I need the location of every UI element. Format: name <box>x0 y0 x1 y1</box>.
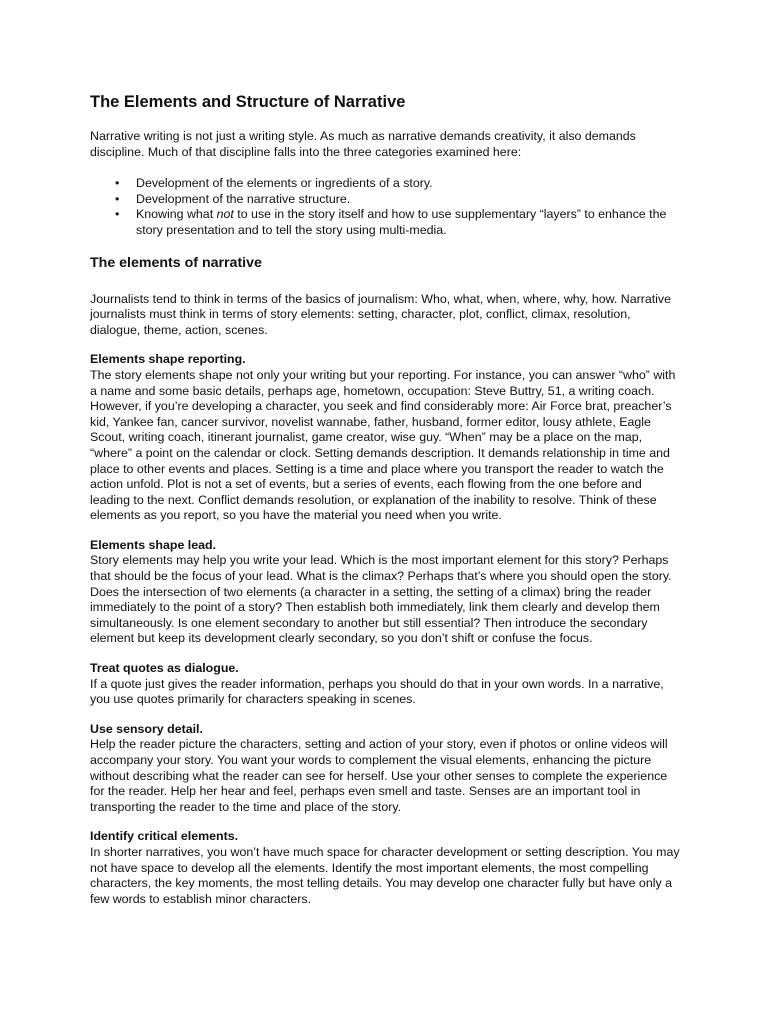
document-page <box>90 92 680 921</box>
list-item <box>90 192 680 208</box>
document-title: The Elements and Structure of Narrative <box>90 93 406 111</box>
bullet-icon: • <box>115 176 120 191</box>
list-item-text-pre: Knowing what <box>136 207 217 222</box>
content-block <box>90 661 680 708</box>
list-item-emphasis: not <box>216 207 234 222</box>
content-block <box>90 722 680 816</box>
content-block <box>90 829 680 907</box>
content-block <box>90 352 680 524</box>
bullet-icon: • <box>115 191 120 206</box>
list-item-text: Development of the narrative structure. <box>136 191 351 206</box>
block-title: Identify critical elements. <box>90 829 239 844</box>
list-item-text-post: to use in the story itself and how to use supplementary “layers” to enhance the story presentation and to tell the story using multi-media. <box>136 207 667 237</box>
bullet-icon: • <box>115 207 120 222</box>
content-block <box>90 538 680 647</box>
block-body: If a quote just gives the reader information, perhaps you should do that in your own words. In a narrative, you use quotes primarily for characters speaking in scenes. <box>90 676 664 707</box>
block-title: Elements shape reporting. <box>90 352 246 367</box>
list-item <box>90 207 680 238</box>
section-intro-paragraph: Journalists tend to think in terms of the basics of journalism: Who, what, when, where, why, how. Narrative journalists must think in terms of story elements: setting, character, plot, conflict, climax, resolution, dialogue, theme, action, scenes. <box>90 291 672 337</box>
block-title: Elements shape lead. <box>90 537 217 552</box>
block-body: Story elements may help you write your lead. Which is the most important element for this story? Perhaps that should be the focus of your lead. What is the climax? Perhaps that’s where you should open the story. Does the intersection of two elements (a character in a setting, the setting of a climax) bring the reader immediately to the point of a story? Then establish both immediately, link them clearly and develop them simultaneously. Is one element secondary to another but still essential? Then introduce the secondary element but keep its development clearly secondary, so you don’t shift or confuse the focus. <box>90 553 672 646</box>
intro-paragraph: Narrative writing is not just a writing style. As much as narrative demands creativity, it also demands discipline. Much of that discipline falls into the three categories examined here: <box>90 129 636 159</box>
block-title: Use sensory detail. <box>90 721 203 736</box>
section-heading: The elements of narrative <box>90 254 262 271</box>
list-item <box>90 176 680 192</box>
category-list <box>90 176 680 238</box>
block-body: In shorter narratives, you won’t have much space for character development or setting description. You may not have space to develop all the elements. Identify the most important elements, the most compelling characters, the key moments, the most telling details. You may develop one character fully but have only a few words to establish minor characters. <box>90 844 680 906</box>
block-title: Treat quotes as dialogue. <box>90 661 239 676</box>
block-body: The story elements shape not only your writing but your reporting. For instance, you can answer “who” with a name and some basic details, perhaps age, hometown, occupation: Steve Buttry, 51, a writing coach. However, if you’re developing a character, you seek and find considerably more: Air Force brat, preacher’s kid, Yankee fan, cancer survivor, novelist wannabe, father, husband, former editor, lousy athlete, Eagle Scout, writing coach, itinerant journalist, game creator, wise guy. “When” may be a place on the map, “where” a point on the calendar or clock. Setting demands description. It demands relationship in time and place to other events and places. Setting is a time and place where you transport the reader to watch the action unfold. Plot is not a set of events, but a series of events, each flowing from the one before and leading to the next. Conflict demands resolution, or explanation of the inability to resolve. Think of these elements as you report, so you have the material you need when you write. <box>90 367 676 523</box>
block-body: Help the reader picture the characters, setting and action of your story, even if photos or online videos will accompany your story. You want your words to complement the visual elements, enhancing the picture without describing what the reader can see for herself. Use your other senses to complete the experience for the reader. Help her hear and feel, perhaps even smell and taste. Senses are an important tool in transporting the reader to the time and place of the story. <box>90 737 668 814</box>
list-item-text: Development of the elements or ingredients of a story. <box>136 176 433 191</box>
